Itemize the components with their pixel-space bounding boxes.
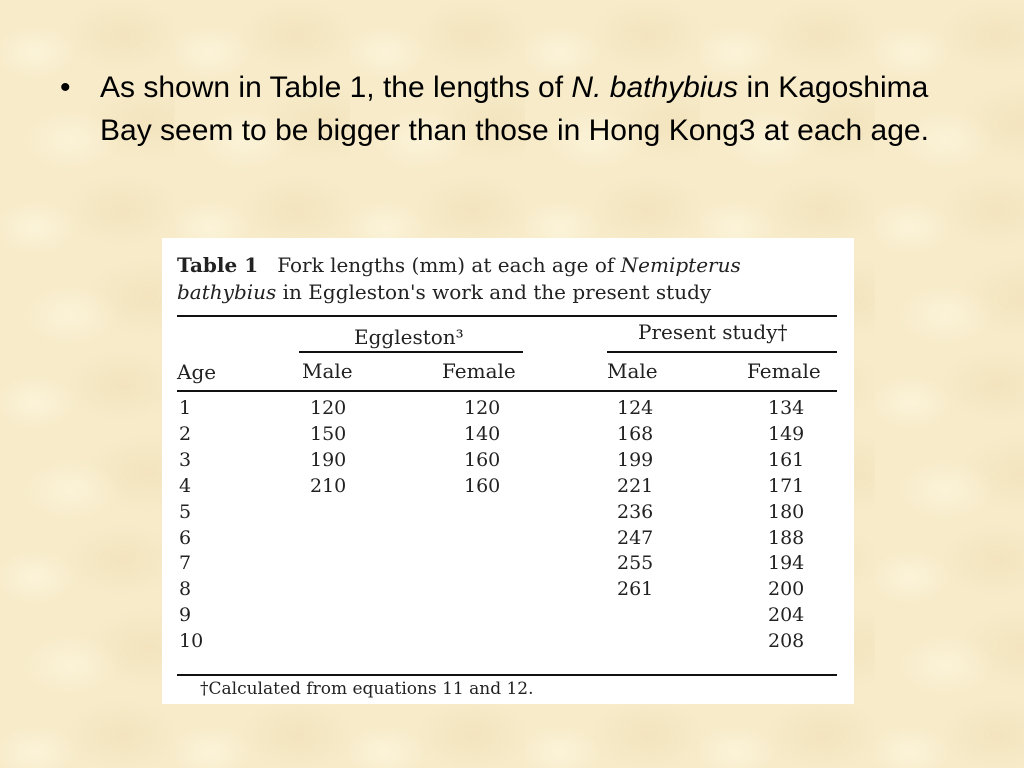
caption-text-1: Fork lengths (mm) at each age of <box>277 253 621 277</box>
cell-age: 9 <box>179 604 192 627</box>
header-age: Age <box>177 360 217 384</box>
cell-eggleston-male: 150 <box>310 422 347 445</box>
table-footnote: †Calculated from equations 11 and 12. <box>200 679 534 699</box>
cell-eggleston-female: 160 <box>464 474 501 497</box>
cell-eggleston-male: 210 <box>310 474 347 497</box>
cell-present-male: 168 <box>617 422 654 445</box>
header-eggleston-female: Female <box>442 359 516 383</box>
species-name: N. bathybius <box>571 71 739 104</box>
cell-present-female: 200 <box>768 578 805 601</box>
bullet-paragraph <box>100 66 960 152</box>
eggleston-rule <box>299 351 523 353</box>
slide-bullet-text <box>60 66 960 152</box>
cell-present-male: 255 <box>617 552 654 575</box>
cell-eggleston-male: 120 <box>310 397 347 419</box>
cell-present-male: 247 <box>617 526 654 549</box>
cell-present-female: 188 <box>768 526 805 549</box>
caption-label: Table 1 <box>177 253 259 277</box>
cell-present-female: 208 <box>768 630 805 653</box>
cell-present-female: 194 <box>768 552 805 575</box>
cell-present-female: 171 <box>768 474 805 497</box>
cell-age: 3 <box>179 448 192 471</box>
cell-eggleston-female: 120 <box>464 397 501 419</box>
caption-species: bathybius <box>177 280 277 304</box>
top-rule <box>177 315 837 317</box>
cell-present-female: 161 <box>768 448 805 471</box>
cell-age: 4 <box>179 474 192 497</box>
caption-text-2: in Eggleston's work and the present study <box>276 280 712 304</box>
cell-age: 5 <box>179 500 192 523</box>
cell-age: 1 <box>179 397 192 419</box>
cell-eggleston-female: 160 <box>464 448 501 471</box>
cell-present-female: 134 <box>768 397 805 419</box>
cell-age: 7 <box>179 552 192 575</box>
present-rule <box>607 351 837 353</box>
header-present-female: Female <box>747 359 821 383</box>
cell-present-male: 236 <box>617 500 654 523</box>
cell-present-female: 149 <box>768 422 805 445</box>
cell-present-male: 221 <box>617 474 654 497</box>
cell-age: 6 <box>179 526 192 549</box>
group-header-eggleston: Eggleston³ <box>354 325 464 349</box>
header-eggleston-male: Male <box>302 359 353 383</box>
cell-eggleston-female: 140 <box>464 422 501 445</box>
cell-age: 8 <box>179 578 192 601</box>
bottom-rule <box>177 674 837 676</box>
header-present-male: Male <box>607 359 658 383</box>
table-image <box>162 238 854 704</box>
header-rule <box>177 390 837 392</box>
cell-eggleston-male: 190 <box>310 448 347 471</box>
cell-present-male: 124 <box>617 397 654 419</box>
text-after: in Kagoshima Bay seem to be bigger than those in Hong Kong3 at each age. <box>100 71 929 147</box>
cell-present-female: 180 <box>768 500 805 523</box>
cell-present-female: 204 <box>768 604 805 627</box>
caption-genus: Nemipterus <box>620 253 741 277</box>
cell-present-male: 199 <box>617 448 654 471</box>
group-header-present: Present study† <box>638 320 788 344</box>
table-caption <box>177 252 741 306</box>
bullet-marker: • <box>60 71 71 104</box>
cell-age: 2 <box>179 422 192 445</box>
text-before: As shown in Table 1, the lengths of <box>100 71 572 104</box>
cell-present-male: 261 <box>617 578 654 601</box>
cell-age: 10 <box>179 630 204 653</box>
